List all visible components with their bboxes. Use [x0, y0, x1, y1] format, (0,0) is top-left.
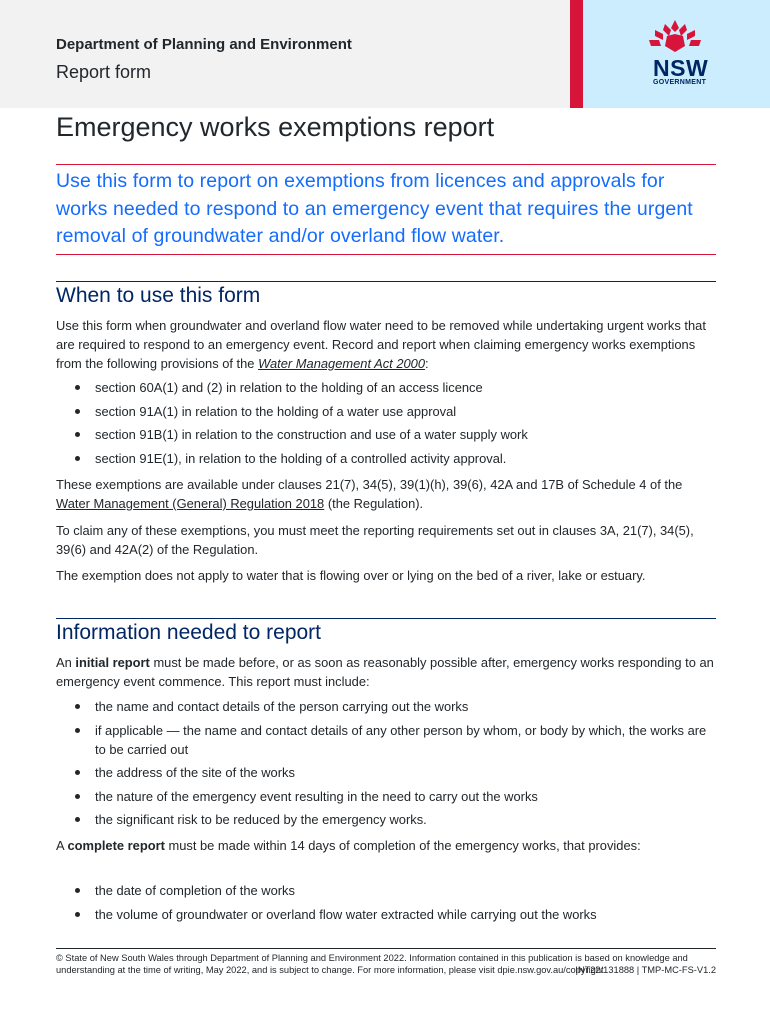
list-item: section 91B(1) in relation to the construction and use of a water supply work: [56, 425, 716, 444]
heading-when-to-use: When to use this form: [56, 281, 716, 308]
initial-post: must be made before, or as soon as reasonably possible after, emergency works responding to an emergency event commence. This report must include:: [56, 655, 714, 689]
brand-red-strip: [570, 0, 583, 108]
list-item: if applicable — the name and contact details of any other person by whom, or body by which, the works are to be carried out: [56, 721, 716, 759]
when-para1-end: :: [425, 356, 429, 371]
document-reference: INT22/131888 | TMP-MC-FS-V1.2: [575, 965, 716, 975]
complete-report-list: [56, 881, 716, 928]
page-footer: [56, 948, 716, 976]
list-item: section 91E(1), in relation to the holding of a controlled activity approval.: [56, 449, 716, 468]
waratah-flower-icon: [645, 18, 705, 54]
list-item: section 60A(1) and (2) in relation to the holding of an access licence: [56, 378, 716, 397]
copyright-notice: © State of New South Wales through Department of Planning and Environment 2022. Information contained in this publication is based on knowledge and understanding at the time of writing, May 2022, and is subject to change. For more information, please visit dpie.nsw.gov.au/copyright: [56, 953, 688, 975]
nsw-wordmark: NSW: [653, 55, 709, 81]
complete-pre: A: [56, 838, 68, 853]
initial-pre: An: [56, 655, 76, 670]
when-paragraph-3: To claim any of these exemptions, you must meet the reporting requirements set out in clauses 3A, 21(7), 34(5), 39(6) and 42A(2) of the Regulation.: [56, 523, 694, 557]
when-para2-text: These exemptions are available under clauses 21(7), 34(5), 39(1)(h), 39(6), 42A and 17B of Schedule 4 of the: [56, 477, 683, 492]
complete-report-paragraph: [56, 836, 716, 855]
intro-callout: Use this form to report on exemptions from licences and approvals for works needed to respond to an emergency event that requires the urgent removal of groundwater and/or overland flow water.: [56, 164, 716, 255]
list-item: the volume of groundwater or overland flow water extracted while carrying out the works: [56, 905, 716, 924]
list-item: the date of completion of the works: [56, 881, 716, 900]
page-title: Emergency works exemptions report: [56, 112, 495, 142]
regulation-link[interactable]: Water Management (General) Regulation 2018: [56, 496, 325, 511]
list-item: the name and contact details of the person carrying out the works: [56, 697, 716, 716]
complete-post: must be made within 14 days of completion of the emergency works, that provides:: [164, 838, 641, 853]
initial-report-list: [56, 697, 716, 834]
department-name: Department of Planning and Environment: [56, 36, 352, 53]
when-paragraph-4: The exemption does not apply to water that is flowing over or lying on the bed of a river, lake or estuary.: [56, 568, 646, 583]
when-paragraph-1: [56, 316, 716, 373]
form-type: Report form: [56, 62, 152, 82]
when-para1-text: Use this form when groundwater and overland flow water need to be removed while undertaking urgent works that are required to respond to an emergency event. Record and report when claiming emergency works exemptions from the following provisions of the: [56, 318, 706, 371]
initial-report-term: initial report: [75, 655, 150, 670]
list-item: the nature of the emergency event resulting in the need to carry out the works: [56, 787, 716, 806]
list-item: section 91A(1) in relation to the holding of a water use approval: [56, 402, 716, 421]
government-wordmark: GOVERNMENT: [653, 79, 707, 86]
when-para2-end: (the Regulation).: [324, 496, 424, 511]
provisions-list: [56, 378, 716, 472]
complete-report-term: complete report: [67, 838, 165, 853]
list-item: the significant risk to be reduced by the emergency works.: [56, 810, 716, 829]
list-item: the address of the site of the works: [56, 763, 716, 782]
nsw-government-logo: [583, 0, 770, 108]
when-paragraph-2: [56, 475, 716, 513]
heading-information-needed: Information needed to report: [56, 618, 716, 645]
water-management-act-link[interactable]: Water Management Act 2000: [258, 356, 426, 371]
initial-report-paragraph: [56, 653, 716, 691]
